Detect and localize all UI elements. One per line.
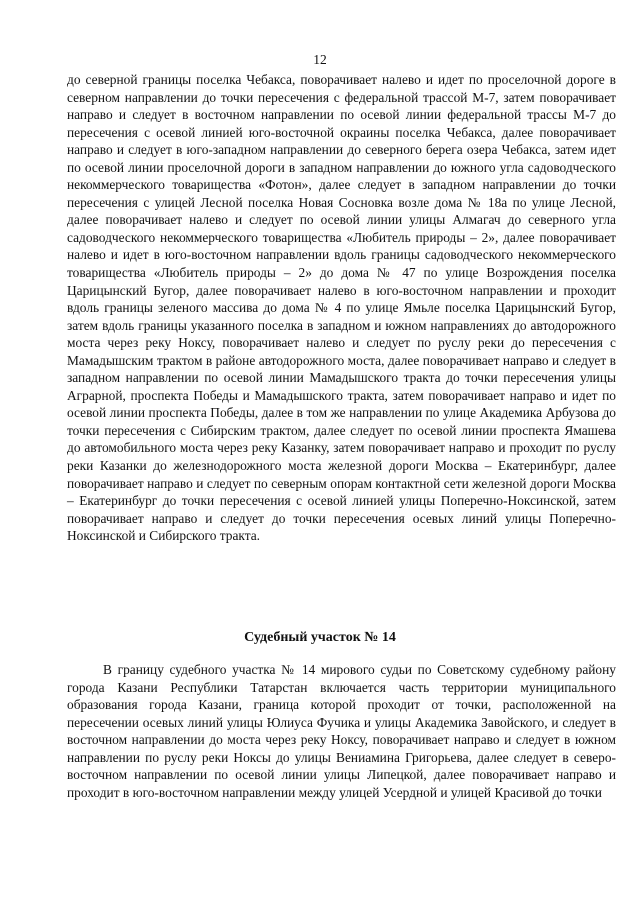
section-heading: Судебный участок № 14 — [244, 630, 396, 645]
page-number: 12 — [313, 52, 327, 67]
section-text-block — [67, 661, 616, 801]
continued-text-block — [67, 71, 616, 545]
section-paragraph: В границу судебного участка № 14 мирового судьи по Советскому судебному району города Казани Республики Татарстан включается часть территории муниципального образования города Казани, граница которой проходит от точки, расположенной на пересечении осевых линий улицы Юлиуса Фучика и улицы Академика Завойского, и следует в восточном направлении до моста через реку Ноксу, поворачивает направо и следует в южном направлении по руслу реки Ноксы до улицы Вениамина Григорьева, далее следует в северо-восточном направлении по осевой линии улицы Липецкой, далее поворачивает направо и проходит в юго-восточном направлении между улицей Усердной и улицей Красивой до точки — [67, 662, 616, 800]
continued-paragraph: до северной границы поселка Чебакса, поворачивает налево и идет по проселочной дороге в северном направлении до точки пересечения с федеральной трассой М-7, затем поворачивает направо и следует в восточном направлении по осевой линии федеральной трассы М-7 до пересечения с осевой линией юго-восточной окраины поселка Чебакса, далее поворачивает направо и следует в юго-западном направлении до северного берега озера Чебакса, затем идет по осевой линии проселочной дороги в западном направлении до южного угла садоводческого некоммерческого товарищества «Фотон», далее следует в западном направлении до точки пересечения с улицей Лесной поселка Новая Сосновка возле дома № 18а по улице Лесной, далее поворачивает налево и следует по осевой линии улицы Алмагач до северного угла садоводческого некоммерческого товарищества «Любитель природы – 2», далее поворачивает налево и идет в юго-восточном направлении вдоль границы садоводческого некоммерческого товарищества «Любитель природы – 2» до дома № 47 по улице Возрождения поселка Царицынский Бугор, далее поворачивает налево в юго-восточном направлении и проходит вдоль границы зеленого массива до дома № 4 по улице Ямьле поселка Царицынский Бугор, затем вдоль границы указанного поселка в западном и южном направлениях до автодорожного моста через реку Ноксу, поворачивает налево и следует по руслу реки до пересечения с Мамадышским трактом в районе автодорожного моста, далее поворачивает направо и следует в западном направлении по осевой линии Мамадышского тракта до точки пересечения улицы Аграрной, проспекта Победы и Мамадышского тракта, затем поворачивает направо и идет по осевой линии проспекта Победы, далее в том же направлении по улице Академика Арбузова до точки пересечения с Сибирским трактом, далее следует по осевой линии проспекта Ямашева до автомобильного моста через реку Казанку, затем поворачивает направо и проходит по руслу реки Казанки до железнодорожного моста железной дороги Москва – Екатеринбург, далее поворачивает направо и следует по северным опорам контактной сети железной дороги Москва – Екатеринбург до точки пересечения с осевой линией улицы Поперечно-Ноксинской, затем поворачивает направо и следует до точки пересечения осевых линий улицы Поперечно-Ноксинской и Сибирского тракта. — [67, 72, 616, 544]
